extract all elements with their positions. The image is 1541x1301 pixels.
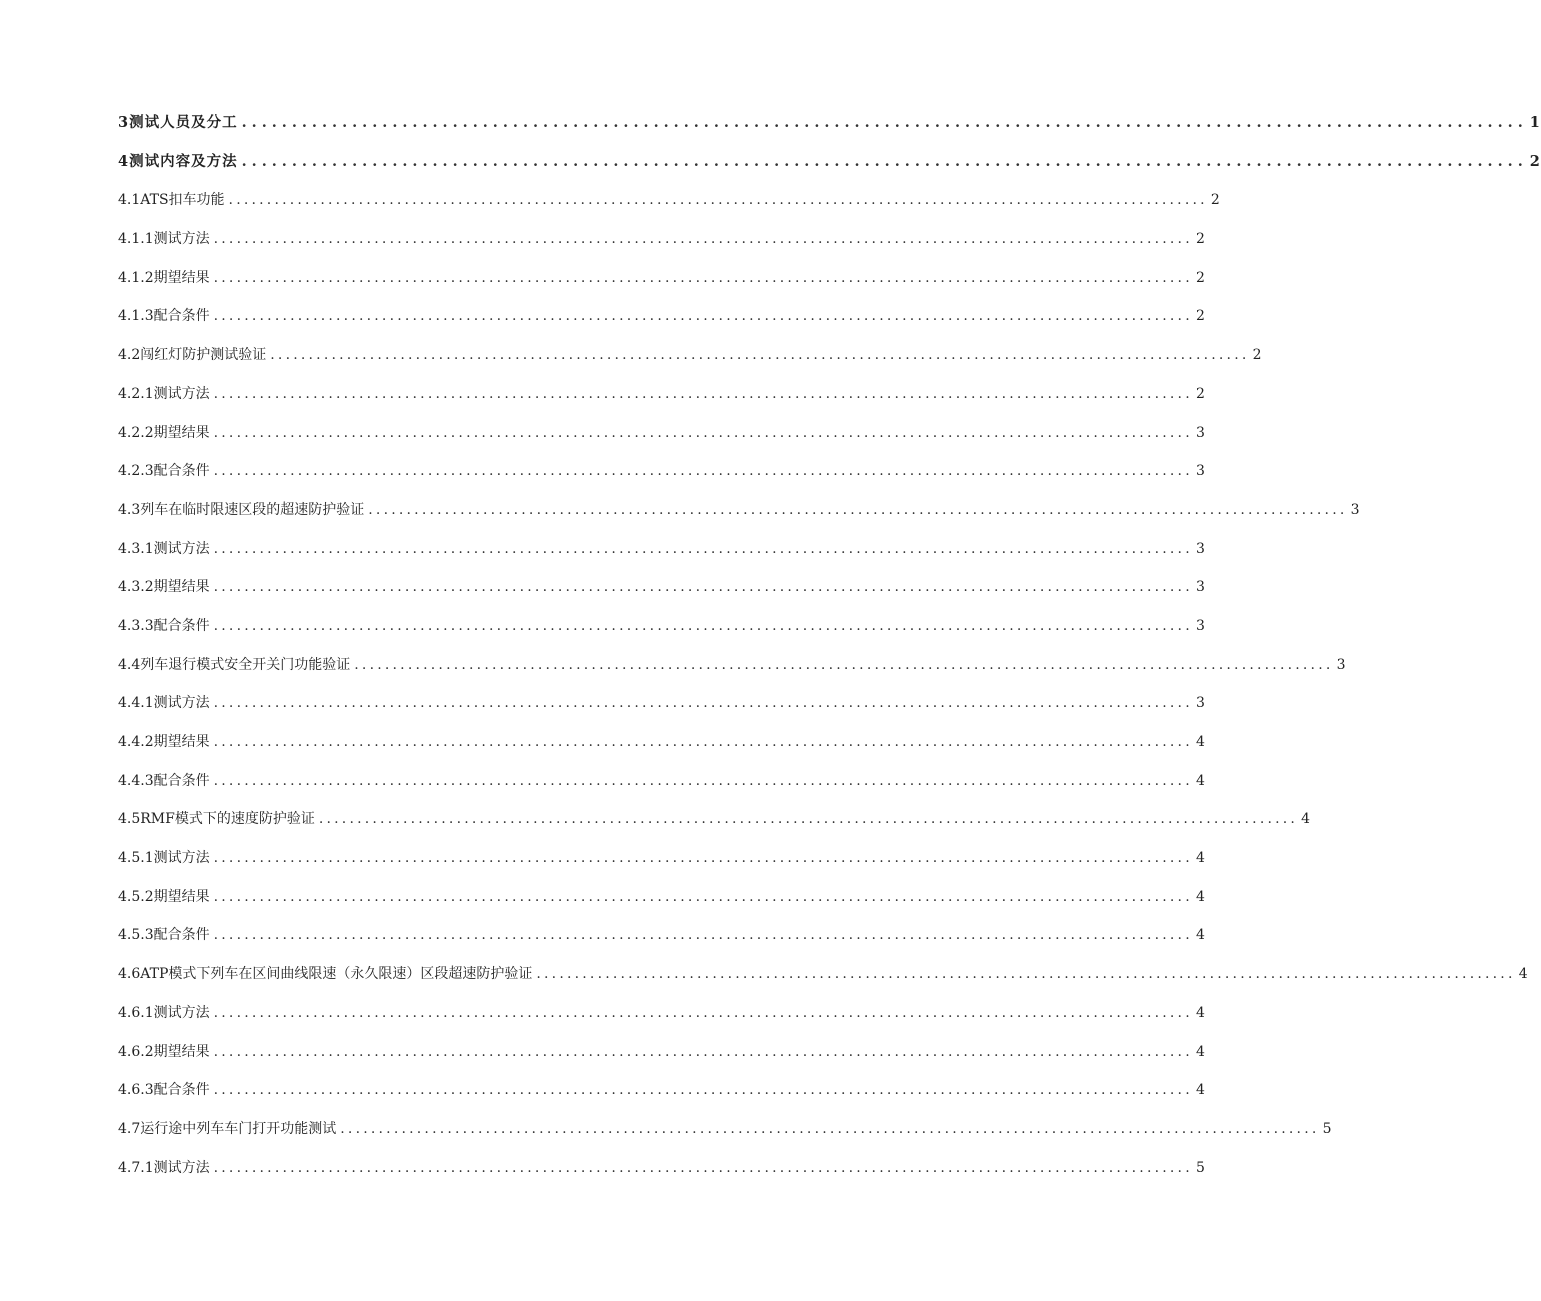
toc-leader-dots: ................................................................................................................................ xyxy=(213,308,1193,325)
toc-leader-dots: ................................................................................................................................ xyxy=(213,888,1193,905)
toc-leader-dots: ................................................................................................................................ xyxy=(213,617,1193,634)
toc-entry[interactable] xyxy=(118,1071,1205,1110)
toc-leader-dots: ................................................................................................................................ xyxy=(213,734,1193,750)
toc-entry[interactable] xyxy=(118,800,1311,839)
toc-page-number: 3 xyxy=(1350,501,1360,518)
toc-leader-dots: ................................................................................................................................ xyxy=(228,192,1208,209)
toc-entry-title: 4.5.1测试方法 xyxy=(118,839,214,878)
toc-leader-dots: ................................................................................................................................ xyxy=(213,1159,1193,1176)
toc-page-number: 5 xyxy=(1322,1120,1332,1137)
toc-entry[interactable] xyxy=(118,994,1205,1033)
toc-page-number: 3 xyxy=(1336,656,1346,673)
toc-entry-title: 4.4.1测试方法 xyxy=(118,684,214,723)
toc-leader-dots: ................................................................................................................................ xyxy=(340,1120,1320,1137)
toc-page-number: 2 xyxy=(1252,347,1262,364)
toc-leader-dots: ................................................................................................................................ xyxy=(270,347,1250,364)
table-of-contents xyxy=(118,104,1541,1187)
toc-entry-title: 4.6ATP模式下列车在区间曲线限速（永久限速）区段超速防护验证 xyxy=(118,955,536,994)
toc-entry[interactable] xyxy=(118,684,1205,723)
toc-entry-title: 3测试人员及分工 xyxy=(118,104,242,143)
toc-entry-title: 4.7运行途中列车车门打开功能测试 xyxy=(118,1110,340,1149)
toc-page-number: 2 xyxy=(1210,192,1220,209)
toc-entry[interactable] xyxy=(118,452,1205,491)
toc-entry-title: 4.5.3配合条件 xyxy=(118,916,214,955)
toc-page-number: 4 xyxy=(1195,772,1205,789)
toc-entry-title: 4.1.2期望结果 xyxy=(118,259,214,298)
toc-entry-title: 4.6.2期望结果 xyxy=(118,1033,214,1072)
toc-page-number: 4 xyxy=(1195,734,1205,750)
toc-entry[interactable] xyxy=(118,916,1205,955)
toc-leader-dots: ................................................................................................................................ xyxy=(213,231,1193,248)
toc-entry[interactable] xyxy=(118,568,1205,607)
toc-entry[interactable] xyxy=(118,839,1205,878)
toc-entry-title: 4.3.3配合条件 xyxy=(118,607,214,646)
toc-entry-title: 4.1ATS扣车功能 xyxy=(118,181,229,220)
toc-page-number: 4 xyxy=(1195,888,1205,905)
toc-entry[interactable] xyxy=(118,414,1205,453)
toc-page-number: 1 xyxy=(1529,114,1541,131)
toc-page-number: 5 xyxy=(1195,1159,1205,1176)
toc-page-number: 3 xyxy=(1195,579,1205,596)
toc-entry[interactable] xyxy=(118,143,1541,182)
toc-leader-dots: ................................................................................................................................ xyxy=(213,927,1193,944)
toc-page-number: 3 xyxy=(1195,463,1205,480)
toc-entry-title: 4.4.3配合条件 xyxy=(118,762,214,801)
toc-leader-dots: ................................................................................................................................ xyxy=(213,1043,1193,1060)
toc-entry[interactable] xyxy=(118,1033,1205,1072)
toc-leader-dots: ................................................................................................................................ xyxy=(213,772,1193,789)
toc-entry-title: 4测试内容及方法 xyxy=(118,143,242,182)
toc-entry[interactable] xyxy=(118,955,1528,994)
toc-entry[interactable] xyxy=(118,491,1360,530)
toc-leader-dots: ................................................................................................................................ xyxy=(213,269,1193,286)
toc-entry-title: 4.4.2期望结果 xyxy=(118,723,214,762)
toc-entry-title: 4.6.3配合条件 xyxy=(118,1071,214,1110)
toc-page-number: 4 xyxy=(1195,850,1205,867)
toc-entry[interactable] xyxy=(118,220,1205,259)
toc-leader-dots: ................................................................................................................................ xyxy=(213,540,1193,557)
toc-leader-dots: ................................................................................................................................ xyxy=(213,579,1193,596)
toc-entry-title: 4.5RMF模式下的速度防护验证 xyxy=(118,800,319,839)
toc-leader-dots: ................................................................................................................................ xyxy=(213,424,1193,441)
toc-entry[interactable] xyxy=(118,336,1262,375)
toc-entry[interactable] xyxy=(118,530,1205,569)
toc-page-number: 3 xyxy=(1195,617,1205,634)
toc-leader-dots: ................................................................................................................................ xyxy=(213,695,1193,712)
toc-entry[interactable] xyxy=(118,181,1220,220)
toc-page-number: 4 xyxy=(1518,966,1528,983)
toc-page-number: 3 xyxy=(1195,540,1205,557)
toc-page-number: 2 xyxy=(1195,308,1205,325)
toc-entry-title: 4.2.2期望结果 xyxy=(118,414,214,453)
toc-page-number: 2 xyxy=(1529,152,1541,170)
toc-page-number: 3 xyxy=(1195,424,1205,441)
toc-entry-title: 4.1.3配合条件 xyxy=(118,297,214,336)
toc-leader-dots: ................................................................................................................................ xyxy=(213,463,1193,480)
toc-entry[interactable] xyxy=(118,104,1541,143)
toc-entry[interactable] xyxy=(118,723,1205,762)
toc-entry[interactable] xyxy=(118,297,1205,336)
toc-leader-dots: ................................................................................................................................ xyxy=(213,850,1193,867)
toc-entry[interactable] xyxy=(118,762,1205,801)
toc-page-number: 4 xyxy=(1195,1043,1205,1060)
toc-page-number: 2 xyxy=(1195,385,1205,402)
toc-entry-title: 4.3.1测试方法 xyxy=(118,530,214,569)
toc-leader-dots: ................................................................................................................................ xyxy=(241,152,1528,170)
toc-page-number: 4 xyxy=(1195,1082,1205,1099)
toc-entry[interactable] xyxy=(118,259,1205,298)
toc-leader-dots: ................................................................................................................................ xyxy=(213,1004,1193,1021)
toc-entry-title: 4.5.2期望结果 xyxy=(118,878,214,917)
toc-entry[interactable] xyxy=(118,1149,1205,1188)
toc-leader-dots: ................................................................................................................................ xyxy=(241,114,1528,131)
toc-entry-title: 4.1.1测试方法 xyxy=(118,220,214,259)
toc-leader-dots: ................................................................................................................................ xyxy=(354,656,1334,673)
toc-leader-dots: ................................................................................................................................ xyxy=(213,1082,1193,1099)
toc-entry-title: 4.3.2期望结果 xyxy=(118,568,214,607)
toc-entry-title: 4.2.3配合条件 xyxy=(118,452,214,491)
toc-leader-dots: ................................................................................................................................ xyxy=(536,966,1516,983)
toc-leader-dots: ................................................................................................................................ xyxy=(213,385,1193,402)
toc-entry[interactable] xyxy=(118,878,1205,917)
toc-entry[interactable] xyxy=(118,646,1346,685)
toc-page-number: 4 xyxy=(1195,927,1205,944)
toc-page-number: 2 xyxy=(1195,269,1205,286)
toc-entry[interactable] xyxy=(118,1110,1332,1149)
toc-page-number: 2 xyxy=(1195,231,1205,248)
toc-entry-title: 4.6.1测试方法 xyxy=(118,994,214,1033)
toc-leader-dots: ................................................................................................................................ xyxy=(318,811,1299,828)
toc-page-number: 4 xyxy=(1301,811,1311,828)
toc-page-number: 3 xyxy=(1195,695,1205,712)
toc-entry-title: 4.2闯红灯防护测试验证 xyxy=(118,336,270,375)
toc-entry-title: 4.3列车在临时限速区段的超速防护验证 xyxy=(118,491,368,530)
toc-entry-title: 4.7.1测试方法 xyxy=(118,1149,214,1188)
toc-entry-title: 4.2.1测试方法 xyxy=(118,375,214,414)
toc-page-number: 4 xyxy=(1195,1004,1205,1021)
toc-entry-title: 4.4列车退行模式安全开关门功能验证 xyxy=(118,646,354,685)
toc-entry[interactable] xyxy=(118,375,1205,414)
toc-leader-dots: ................................................................................................................................ xyxy=(368,501,1348,518)
toc-entry[interactable] xyxy=(118,607,1205,646)
